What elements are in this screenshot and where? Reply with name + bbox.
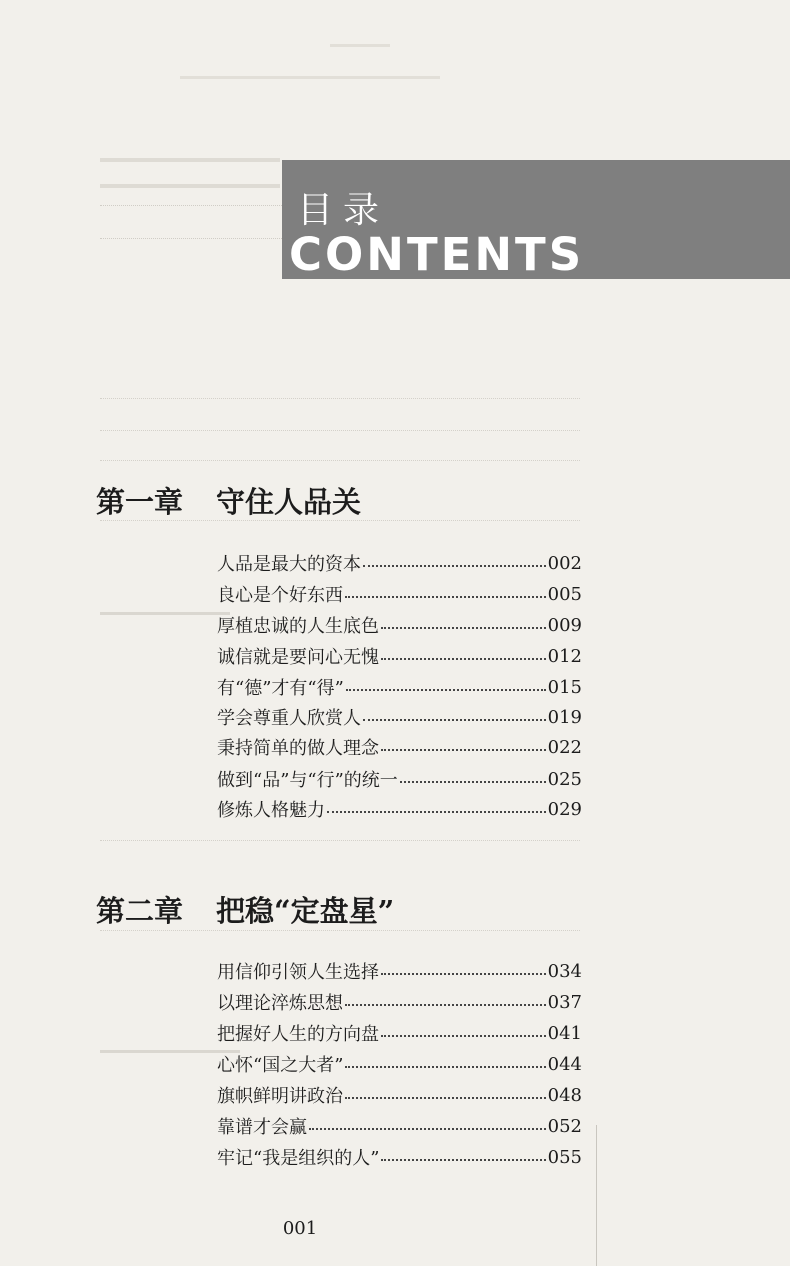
contents-title-en: CONTENTS xyxy=(289,228,585,281)
chapter-title: 把稳“定盘星” xyxy=(216,894,395,928)
chapter-heading xyxy=(96,889,394,930)
toc-entry-page: 002 xyxy=(547,552,582,574)
toc-entry-title: 诚信就是要问心无愧 xyxy=(217,647,379,668)
leader-dots xyxy=(309,1118,546,1130)
toc-entry[interactable] xyxy=(217,1111,582,1141)
toc-entry[interactable] xyxy=(217,702,582,732)
toc-entry-page: 034 xyxy=(547,960,582,982)
toc-entry-title: 以理论淬炼思想 xyxy=(217,993,343,1014)
leader-dots xyxy=(381,1025,546,1037)
leader-dots xyxy=(363,709,546,721)
leader-dots xyxy=(327,801,546,813)
toc-entry-title: 把握好人生的方向盘 xyxy=(217,1024,379,1045)
leader-dots xyxy=(346,679,546,691)
leader-dots xyxy=(345,586,546,598)
toc-entry[interactable] xyxy=(217,1018,582,1048)
toc-entry-page: 025 xyxy=(547,768,582,790)
toc-entry-title: 有“德”才有“得” xyxy=(217,678,344,699)
toc-entry[interactable] xyxy=(217,987,582,1017)
toc-entry-title: 心怀“国之大者” xyxy=(217,1055,344,1076)
toc-entry[interactable] xyxy=(217,732,582,762)
chapter-number: 第一章 xyxy=(96,485,184,519)
toc-entry-page: 022 xyxy=(547,736,582,758)
toc-entry[interactable] xyxy=(217,956,582,986)
chapter-title: 守住人品关 xyxy=(216,485,362,519)
toc-entry-title: 人品是最大的资本 xyxy=(217,554,361,575)
leader-dots xyxy=(345,994,546,1006)
toc-entry-title: 修炼人格魅力 xyxy=(217,800,325,821)
toc-entry-page: 015 xyxy=(547,676,582,698)
toc-entry[interactable] xyxy=(217,610,582,640)
toc-entry-title: 用信仰引领人生选择 xyxy=(217,962,379,983)
toc-entry[interactable] xyxy=(217,1142,582,1172)
leader-dots xyxy=(345,1056,545,1068)
page-number: 001 xyxy=(282,1218,318,1239)
toc-entry[interactable] xyxy=(217,764,582,794)
toc-entry-title: 旗帜鲜明讲政治 xyxy=(217,1086,343,1107)
chapter-heading xyxy=(96,480,361,521)
toc-entry[interactable] xyxy=(217,1080,582,1110)
toc-entry[interactable] xyxy=(217,1049,582,1079)
leader-dots xyxy=(363,555,546,567)
toc-entry-page: 041 xyxy=(547,1022,582,1044)
toc-entry-title: 良心是个好东西 xyxy=(217,585,343,606)
toc-entry[interactable] xyxy=(217,672,582,702)
toc-entry[interactable] xyxy=(217,548,582,578)
leader-dots xyxy=(345,1087,546,1099)
toc-entry-title: 秉持简单的做人理念 xyxy=(217,738,379,759)
toc-entry-title: 学会尊重人欣赏人 xyxy=(217,708,361,729)
toc-entry-title: 靠谱才会赢 xyxy=(217,1117,307,1138)
toc-entry-page: 029 xyxy=(547,798,582,820)
toc-entry-page: 055 xyxy=(547,1146,582,1168)
toc-entry-page: 048 xyxy=(547,1084,582,1106)
toc-entry-page: 052 xyxy=(547,1115,582,1137)
toc-entry-page: 037 xyxy=(547,991,582,1013)
leader-dots xyxy=(381,1149,545,1161)
toc-entry-title: 做到“品”与“行”的统一 xyxy=(217,770,398,791)
toc-entry-page: 005 xyxy=(547,583,582,605)
toc-entry-page: 019 xyxy=(547,706,582,728)
chapter-number: 第二章 xyxy=(96,894,184,928)
leader-dots xyxy=(400,771,546,783)
toc-entry-title: 厚植忠诚的人生底色 xyxy=(217,616,379,637)
leader-dots xyxy=(381,617,546,629)
leader-dots xyxy=(381,963,546,975)
contents-title-cn: 目录 xyxy=(297,190,390,231)
toc-entry[interactable] xyxy=(217,579,582,609)
leader-dots xyxy=(381,648,546,660)
leader-dots xyxy=(381,739,546,751)
toc-entry[interactable] xyxy=(217,794,582,824)
toc-entry[interactable] xyxy=(217,641,582,671)
toc-entry-page: 044 xyxy=(547,1053,582,1075)
toc-entry-title: 牢记“我是组织的人” xyxy=(217,1148,380,1169)
toc-entry-page: 009 xyxy=(547,614,582,636)
toc-entry-page: 012 xyxy=(547,645,582,667)
